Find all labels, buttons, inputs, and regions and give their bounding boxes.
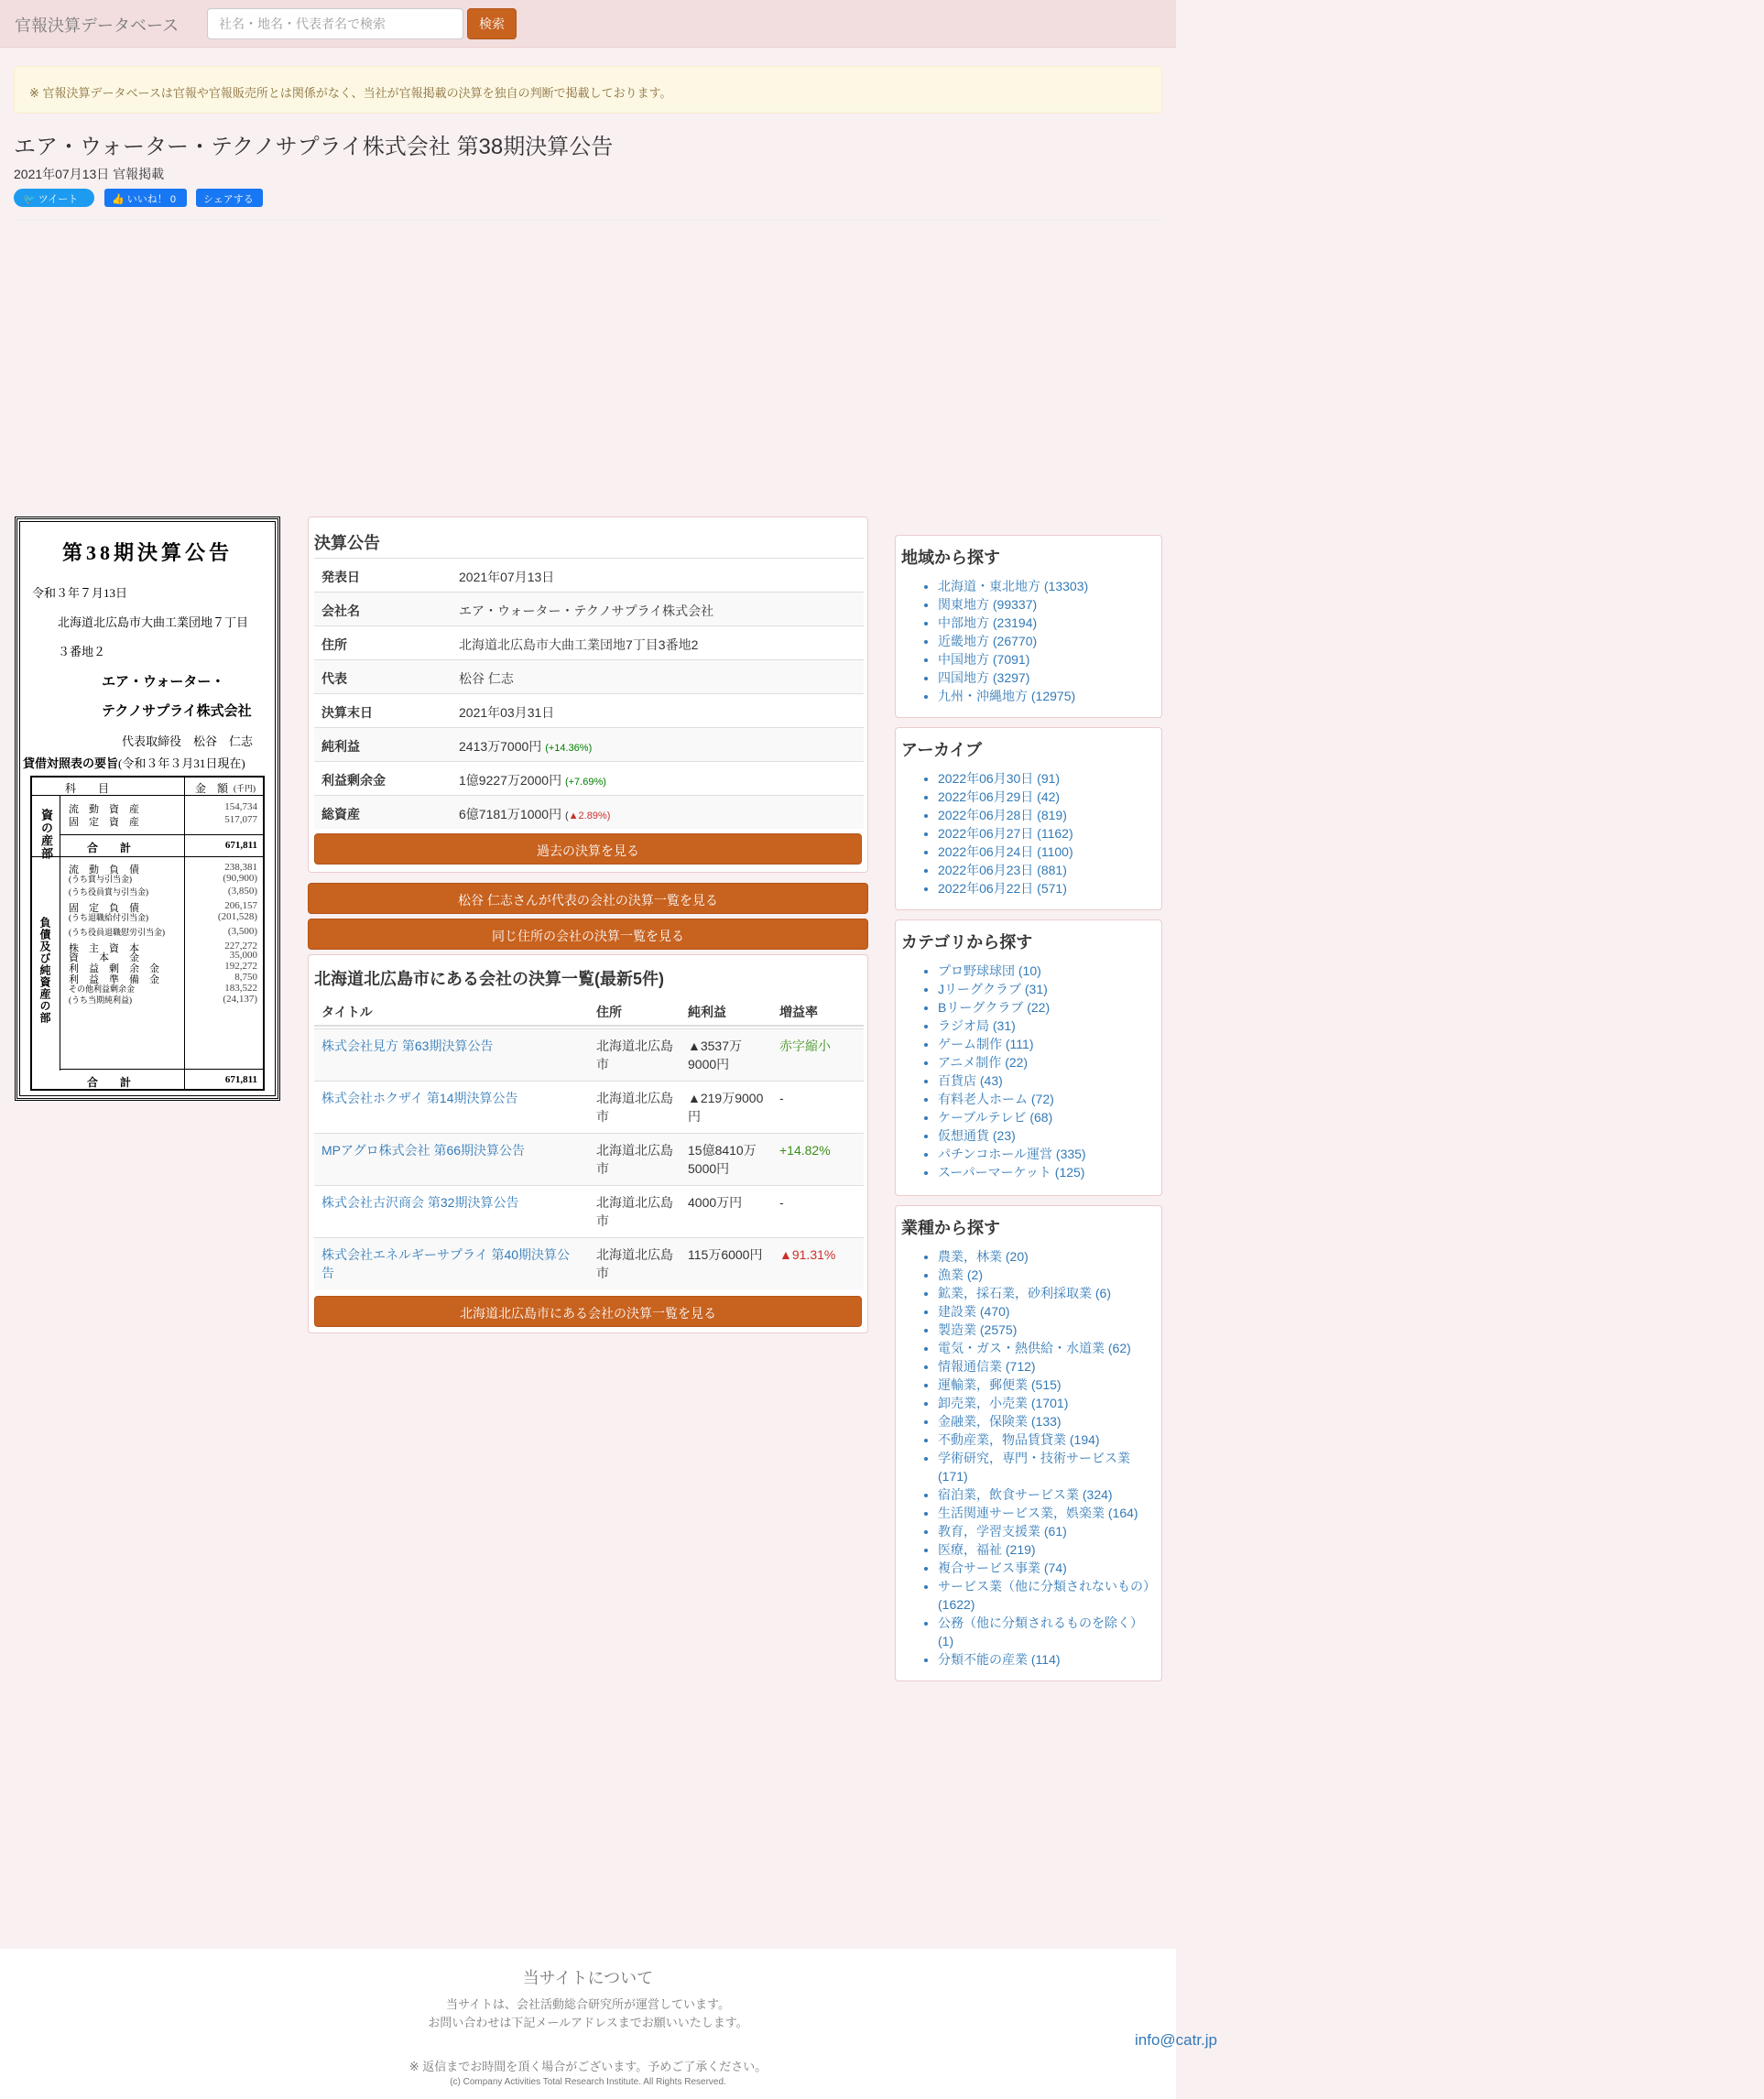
region-link-list xyxy=(901,577,1156,705)
bs-item-label: (うち役員退職慰労引当金) xyxy=(69,928,165,937)
company-title-link[interactable]: 株式会社ホクザイ 第14期決算公告 xyxy=(321,1091,518,1105)
footer-title: 当サイトについて xyxy=(522,1969,654,1987)
summary-key: 純利益 xyxy=(321,739,360,754)
total-assets-change-paren: ( xyxy=(564,810,569,821)
bs-assets-label: 資の産部 xyxy=(39,809,53,860)
tweet-button[interactable] xyxy=(14,189,94,207)
industry-link[interactable]: • 製造業 (2575) xyxy=(938,1321,1156,1339)
bs-item-label: 利 益 剰 余 金 xyxy=(69,963,159,974)
address-line: 北海道北広島 xyxy=(596,1143,673,1158)
category-link[interactable]: • Bリーグクラブ (22) xyxy=(938,998,1156,1017)
bs-item-value: 35,000 xyxy=(229,950,257,961)
summary-value: 2021年03月31日 xyxy=(459,705,555,720)
city-list-panel xyxy=(308,954,868,1333)
company-address xyxy=(596,1193,673,1230)
profit-line: 5000円 xyxy=(688,1161,730,1176)
rep-companies-button[interactable]: 松谷 仁志さんが代表の会社の決算一覧を見る xyxy=(308,883,868,914)
col-profit: 純利益 xyxy=(688,1005,726,1019)
title-line: 株式会社エネルギーサプライ 第40期決算公 xyxy=(321,1247,571,1262)
category-heading: カテゴリから探す xyxy=(901,933,1033,952)
company-address xyxy=(596,1089,673,1126)
bs-item-value: (24,137) xyxy=(223,994,257,1005)
region-link[interactable]: • 九州・沖縄地方 (12975) xyxy=(938,687,1156,705)
company-title-link[interactable] xyxy=(321,1245,587,1282)
company-title-link[interactable]: 株式会社見方 第63期決算公告 xyxy=(321,1039,494,1053)
city-list-row xyxy=(314,1133,864,1185)
industry-link[interactable]: • 宿泊業，飲食サービス業 (324) xyxy=(938,1485,1156,1504)
summary-value xyxy=(459,805,610,823)
twitter-bird-icon: 🐦 xyxy=(23,194,36,205)
company-profit-rate: - xyxy=(779,1091,784,1105)
industry-link-list xyxy=(901,1247,1156,1669)
industry-link[interactable]: • 分類不能の産業 (114) xyxy=(938,1650,1156,1669)
bs-assets-total: 671,811 xyxy=(224,840,257,851)
city-list-row xyxy=(314,1081,864,1133)
summary-key: 住所 xyxy=(321,637,347,652)
company-profit-rate: - xyxy=(779,1195,784,1210)
gazette-notice-image xyxy=(15,517,280,1101)
bs-item-value: (3,500) xyxy=(227,926,257,937)
bs-item-value: 154,734 xyxy=(224,801,257,812)
category-link[interactable]: • プロ野球球団 (10) xyxy=(938,962,1156,980)
region-link[interactable]: • 北海道・東北地方 (13303) xyxy=(938,577,1156,595)
bs-item-label: 株 主 資 本 xyxy=(69,943,139,954)
net-income-value: 2413万7000円 xyxy=(459,739,542,754)
summary-panel xyxy=(308,517,868,873)
summary-row xyxy=(314,761,864,795)
contact-email-link[interactable]: info@catr.jp xyxy=(1134,2031,1218,2049)
archive-link[interactable]: • 2022年06月28日 (819) xyxy=(938,806,1156,824)
category-link[interactable]: • パチンコホール運営 (335) xyxy=(938,1145,1156,1163)
scan-representative: 代表取締役 松谷 仁志 xyxy=(122,734,254,748)
bs-liabilities-total: 671,811 xyxy=(224,1074,257,1085)
city-list-header-row xyxy=(314,1003,864,1027)
summary-heading: 決算公告 xyxy=(314,534,380,552)
summary-value: エア・ウォーター・テクノサプライ株式会社 xyxy=(459,604,714,618)
industry-link[interactable]: • 卸売業，小売業 (1701) xyxy=(938,1394,1156,1412)
region-link[interactable]: • 中国地方 (7091) xyxy=(938,650,1156,669)
company-address xyxy=(596,1245,673,1282)
net-income-change: (+14.36%) xyxy=(545,743,593,754)
bs-item-label: 利 益 準 備 金 xyxy=(69,974,159,985)
bs-liabilities-label: 負債及び純資産の部 xyxy=(38,917,51,1024)
site-brand[interactable]: 官報決算データベース xyxy=(15,16,180,35)
summary-value xyxy=(459,771,606,789)
summary-row xyxy=(314,795,864,829)
archive-link[interactable]: • 2022年06月29日 (42) xyxy=(938,788,1156,806)
thumbs-up-icon: 👍 xyxy=(112,194,125,205)
profit-line: 9000円 xyxy=(688,1057,730,1071)
archive-link[interactable]: • 2022年06月30日 (91) xyxy=(938,769,1156,788)
company-profit xyxy=(688,1193,742,1212)
bs-item-value: 227,272 xyxy=(224,941,257,952)
industry-panel xyxy=(895,1205,1162,1681)
archive-link-list xyxy=(901,769,1156,897)
summary-key: 利益剰余金 xyxy=(321,773,386,788)
summary-key: 総資産 xyxy=(321,807,360,821)
company-profit-rate: 赤字縮小 xyxy=(779,1039,831,1053)
bs-item-value: 206,157 xyxy=(224,900,257,911)
bs-item-value: 517,077 xyxy=(224,814,257,825)
total-assets-value: 6億7181万1000円 xyxy=(459,807,562,821)
region-link[interactable]: • 関東地方 (99337) xyxy=(938,595,1156,614)
footer-text: お問い合わせは下記メールアドレスまでお願いいたします。 xyxy=(428,2016,748,2029)
bs-item-label: 流 動 負 債 xyxy=(69,865,139,875)
like-label: いいね！ 0 xyxy=(126,194,176,205)
bs-item-label: (うち当期純利益) xyxy=(69,995,132,1005)
industry-heading: 業種から探す xyxy=(901,1219,1000,1237)
archive-link[interactable]: • 2022年06月22日 (571) xyxy=(938,879,1156,897)
city-list-row xyxy=(314,1185,864,1237)
category-link-list xyxy=(901,962,1156,1181)
address-line: 北海道北広島 xyxy=(596,1195,673,1210)
region-panel xyxy=(895,535,1162,718)
city-list-row xyxy=(314,1237,864,1289)
bs-item-value: (201,528) xyxy=(217,911,257,922)
bs-item-value: 8,750 xyxy=(234,972,257,983)
summary-row xyxy=(314,625,864,659)
industry-link[interactable]: • 電気・ガス・熱供給・水道業 (62) xyxy=(938,1339,1156,1357)
profit-line: 15億8410万 xyxy=(688,1143,757,1158)
summary-key: 代表 xyxy=(321,671,347,686)
summary-value xyxy=(459,737,592,756)
company-profit xyxy=(688,1089,763,1126)
bs-item-label: (うち役員賞与引当金) xyxy=(69,887,148,897)
address-line: 市 xyxy=(596,1161,609,1176)
summary-value: 北海道北広島市大曲工業団地7丁目3番地2 xyxy=(459,637,699,652)
profit-line: ▲3537万 xyxy=(688,1039,743,1053)
industry-link[interactable]: • サービス業（他に分類されないもの）(1622) xyxy=(938,1577,1156,1614)
city-list-more-button[interactable]: 北海道北広島市にある会社の決算一覧を見る xyxy=(314,1296,862,1327)
bs-item-value: 192,272 xyxy=(224,961,257,972)
balance-sheet-table xyxy=(30,776,265,1091)
address-line: 北海道北広島 xyxy=(596,1091,673,1105)
facebook-share-button[interactable]: シェアする xyxy=(196,189,263,207)
retained-earnings-value: 1億9227万2000円 xyxy=(459,773,562,788)
address-line: 北海道北広島 xyxy=(596,1247,673,1262)
category-link[interactable]: • 百貨店 (43) xyxy=(938,1071,1156,1090)
company-profit-rate: ▲91.31% xyxy=(779,1247,836,1262)
archive-panel xyxy=(895,727,1162,910)
industry-link[interactable]: • 運輸業，郵便業 (515) xyxy=(938,1376,1156,1394)
bs-item-label: 固 定 資 産 xyxy=(69,817,139,828)
summary-key: 発表日 xyxy=(321,570,360,584)
bs-col-item: 科 目 xyxy=(65,782,110,795)
tweet-label: ツイート xyxy=(38,194,79,205)
scan-company-1: エア・ウォーター・ xyxy=(102,675,225,690)
industry-link[interactable]: • 情報通信業 (712) xyxy=(938,1357,1156,1376)
category-link[interactable]: • 有料老人ホーム (72) xyxy=(938,1090,1156,1108)
summary-key: 会社名 xyxy=(321,604,360,618)
profit-line: 円 xyxy=(688,1109,701,1124)
title-line: 告 xyxy=(321,1266,334,1280)
region-link[interactable]: • 近畿地方 (26770) xyxy=(938,632,1156,650)
industry-link[interactable]: • 生活関連サービス業，娯楽業 (164) xyxy=(938,1504,1156,1522)
bs-divider xyxy=(60,834,263,835)
bs-liabilities-total-label: 合 計 xyxy=(87,1076,132,1089)
archive-link[interactable]: • 2022年06月27日 (1162) xyxy=(938,824,1156,843)
industry-link[interactable]: • 複合サービス事業 (74) xyxy=(938,1559,1156,1577)
facebook-like-button[interactable] xyxy=(104,189,187,207)
industry-link[interactable]: • 学術研究，専門・技術サービス業 (171) xyxy=(938,1449,1156,1485)
scan-company-2: テクノサプライ株式会社 xyxy=(102,704,252,719)
address-line: 市 xyxy=(596,1057,609,1071)
bs-divider xyxy=(184,778,185,1089)
category-link[interactable]: • Jリーグクラブ (31) xyxy=(938,980,1156,998)
category-link[interactable]: • ケーブルテレビ (68) xyxy=(938,1108,1156,1126)
site-footer xyxy=(0,1949,1218,2099)
bs-item-label: (うち退職給付引当金) xyxy=(69,913,148,922)
bs-header xyxy=(32,778,263,796)
bs-divider xyxy=(60,1069,263,1070)
industry-link[interactable]: • 公務（他に分類されるものを除く）(1) xyxy=(938,1614,1156,1650)
page-title: エア・ウォーター・テクノサプライ株式会社 第38期決算公告 xyxy=(14,135,614,159)
profit-line: 115万6000円 xyxy=(688,1247,763,1262)
address-line: 市 xyxy=(596,1266,609,1280)
divider xyxy=(14,220,1162,221)
bs-col-amount: 金 額 xyxy=(195,782,229,795)
summary-key: 決算末日 xyxy=(321,705,373,720)
company-address xyxy=(596,1141,673,1178)
summary-row xyxy=(314,558,864,592)
company-profit xyxy=(688,1037,742,1073)
total-assets-change-arrow: ▲ xyxy=(568,810,579,821)
scan-address-2: ３番地２ xyxy=(58,645,106,658)
bs-assets-total-label: 合 計 xyxy=(87,842,132,854)
scan-title: 第38期決算公告 xyxy=(61,541,233,564)
footer-note: ※ 返信までお時間を頂く場合がございます。予めご了承ください。 xyxy=(408,2060,768,2073)
address-line: 北海道北広島 xyxy=(596,1039,673,1053)
industry-link[interactable]: • 建設業 (470) xyxy=(938,1302,1156,1321)
bs-col-unit: (千円) xyxy=(234,784,256,793)
summary-value: 2021年07月13日 xyxy=(459,570,555,584)
bs-item-value: 238,381 xyxy=(224,862,257,873)
col-rate: 増益率 xyxy=(779,1005,818,1019)
profit-line: ▲219万9000 xyxy=(688,1091,764,1105)
industry-link[interactable]: • 教育，学習支援業 (61) xyxy=(938,1522,1156,1540)
summary-row xyxy=(314,727,864,761)
address-line: 市 xyxy=(596,1213,609,1228)
summary-value: 松谷 仁志 xyxy=(459,671,514,686)
company-address xyxy=(596,1037,673,1073)
past-results-button[interactable]: 過去の決算を見る xyxy=(314,833,862,865)
scan-address-1: 北海道北広島市大曲工業団地７丁目 xyxy=(58,615,249,629)
company-title-link[interactable]: MPアグロ株式会社 第66期決算公告 xyxy=(321,1143,526,1158)
profit-line: 4000万円 xyxy=(688,1195,743,1210)
company-profit-rate: +14.82% xyxy=(779,1143,831,1158)
summary-row xyxy=(314,592,864,625)
city-list-row xyxy=(314,1028,864,1081)
industry-link[interactable]: • 医療，福祉 (219) xyxy=(938,1540,1156,1559)
category-link[interactable]: • 仮想通貨 (23) xyxy=(938,1126,1156,1145)
scan-date: 令和３年７月13日 xyxy=(32,586,128,600)
city-list-heading: 北海道北広島市にある会社の決算一覧(最新5件) xyxy=(314,970,664,988)
bs-item-value: (3,850) xyxy=(227,886,257,897)
summary-row xyxy=(314,693,864,727)
footer-text: 当サイトは、会社活動総合研究所が運営しています。 xyxy=(445,1997,731,2011)
category-panel xyxy=(895,919,1162,1196)
category-link[interactable]: • ゲーム制作 (111) xyxy=(938,1035,1156,1053)
industry-link[interactable]: • 漁業 (2) xyxy=(938,1266,1156,1284)
archive-link[interactable]: • 2022年06月23日 (881) xyxy=(938,861,1156,879)
archive-heading: アーカイブ xyxy=(901,741,983,759)
industry-link[interactable]: • 鉱業，採石業，砂利採取業 (6) xyxy=(938,1284,1156,1302)
category-link[interactable]: • アニメ制作 (22) xyxy=(938,1053,1156,1071)
disclaimer-notice: ※ 官報決算データベースは官報や官報販売所とは関係がなく、当社が官報掲載の決算を独自の判断で掲載しております。 xyxy=(14,66,1162,114)
company-profit xyxy=(688,1141,757,1178)
region-heading: 地域から探す xyxy=(901,549,1000,567)
category-link[interactable]: • ラジオ局 (31) xyxy=(938,1017,1156,1035)
top-navbar xyxy=(0,0,1176,48)
bs-item-label: (うち賞与引当金) xyxy=(69,875,132,884)
archive-link[interactable]: • 2022年06月24日 (1100) xyxy=(938,843,1156,861)
category-link[interactable]: • スーパーマーケット (125) xyxy=(938,1163,1156,1181)
company-title-link[interactable]: 株式会社古沢商会 第32期決算公告 xyxy=(321,1195,519,1210)
retained-earnings-change: (+7.69%) xyxy=(564,777,606,788)
publication-date: 2021年07月13日 官報掲載 xyxy=(14,167,165,181)
industry-link[interactable]: • 金融業，保険業 (133) xyxy=(938,1412,1156,1430)
bs-item-label: 固 定 負 債 xyxy=(69,903,139,914)
bs-divider xyxy=(32,856,263,857)
company-profit xyxy=(688,1245,762,1264)
search-input[interactable] xyxy=(207,8,463,39)
bs-item-label: その他利益剰余金 xyxy=(69,984,136,994)
bs-item-value: (90,900) xyxy=(223,873,257,884)
summary-row xyxy=(314,659,864,693)
region-link[interactable]: • 中部地方 (23194) xyxy=(938,614,1156,632)
region-link[interactable]: • 四国地方 (3297) xyxy=(938,669,1156,687)
col-address: 住所 xyxy=(596,1005,622,1019)
same-address-button[interactable]: 同じ住所の会社の決算一覧を見る xyxy=(308,919,868,950)
scan-bs-date: (令和３年３月31日現在) xyxy=(118,756,245,770)
bs-item-label: 流 動 資 産 xyxy=(69,804,139,815)
total-assets-change: 2.89%) xyxy=(578,810,611,821)
industry-link[interactable]: • 農業，林業 (20) xyxy=(938,1247,1156,1266)
bs-item-label: 資 本 金 xyxy=(69,952,139,963)
address-line: 市 xyxy=(596,1109,609,1124)
search-button[interactable]: 検索 xyxy=(467,8,517,39)
copyright: (c) Company Activities Total Research Institute. All Rights Reserved. xyxy=(450,2077,726,2087)
industry-link[interactable]: • 不動産業，物品賃貸業 (194) xyxy=(938,1430,1156,1449)
scan-bs-heading: 貸借対照表の要旨 xyxy=(23,756,119,770)
bs-item-value: 183,522 xyxy=(224,983,257,994)
col-title: タイトル xyxy=(321,1005,373,1019)
